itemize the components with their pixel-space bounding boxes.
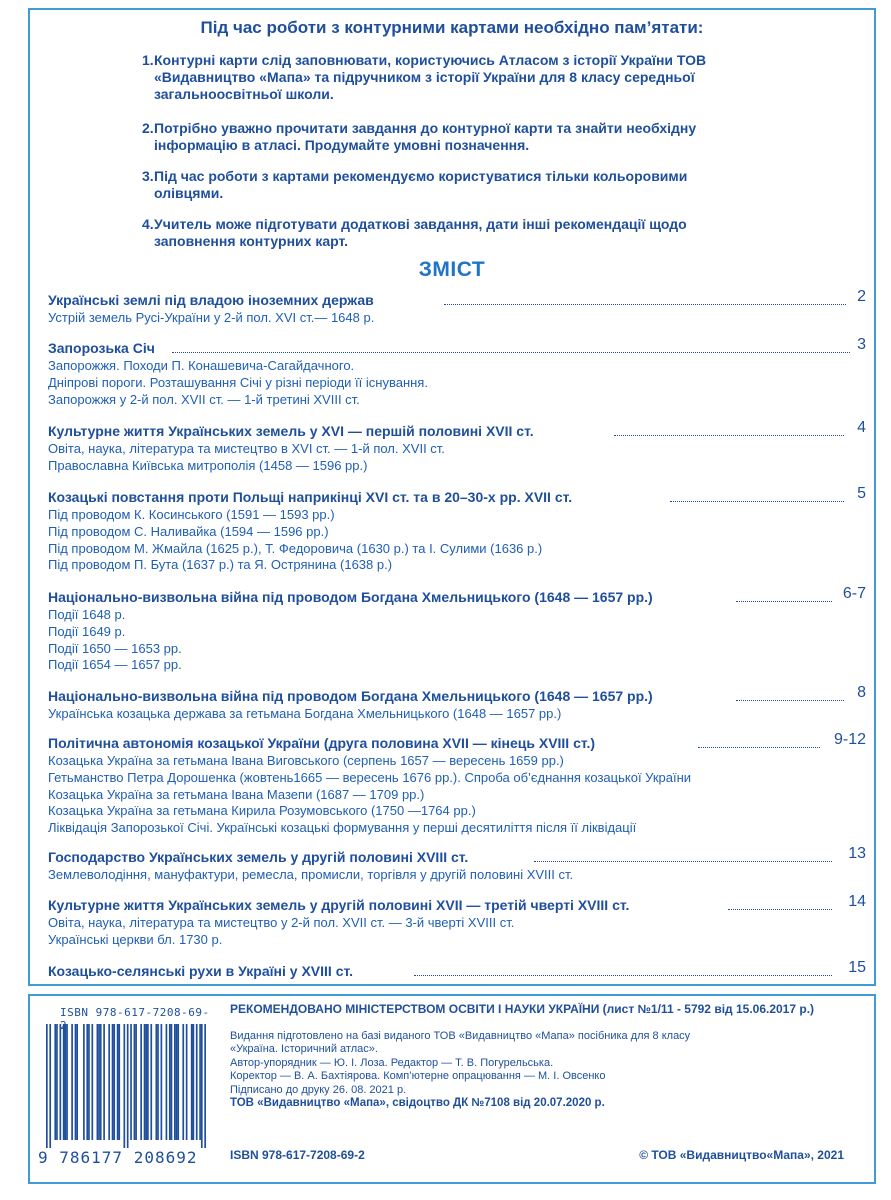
toc-subitem: Події 1650 — 1653 рр. xyxy=(48,640,182,656)
publication-info xyxy=(230,1030,690,1110)
toc-subitem: Запорожжя. Походи П. Конашевича-Сагайдачного. xyxy=(48,358,355,373)
barcode-digits: 9 786177 208692 xyxy=(38,1148,198,1167)
toc-subitem: Козацька Україна за гетьмана Кирила Розумовського (1750 —1764 рр.) xyxy=(48,803,476,819)
publisher-line: ТОВ «Видавництво «Мапа», свідоцтво ДК №7108 від 20.07.2020 р. xyxy=(230,1097,605,1110)
toc-subitem: Українська козацька держава за гетьмана Богдана Хмельницького (1648 — 1657 рр.) xyxy=(48,706,562,721)
toc-section-title[interactable]: Козацько-селянські рухи в Україні у XVIII ст. xyxy=(48,963,353,979)
rule-3 xyxy=(142,168,842,202)
toc-page-number: 2 xyxy=(857,288,866,305)
isbn-top: ISBN 978-617-7208-69- xyxy=(60,1006,210,1019)
toc-leader-dots xyxy=(414,975,832,976)
rule-number: 4. xyxy=(142,216,154,232)
toc-subitem: Козацька Україна за гетьмана Івана Виговського (серпень 1657 — вересень 1659 рр.) xyxy=(48,753,564,768)
toc-page-number: 8 xyxy=(857,684,866,701)
publication-line: Підписано до друку 26. 08. 2021 р. xyxy=(230,1083,407,1096)
rule-1 xyxy=(142,52,842,103)
rule-number: 1. xyxy=(142,52,154,68)
toc-leader-dots xyxy=(670,501,844,502)
toc-section-title[interactable]: Національно-визвольна війна під проводом Богдана Хмельницького (1648 — 1657 рр.) xyxy=(48,589,653,605)
toc-section-title[interactable]: Господарство Українських земель у другій половині XVIII ст. xyxy=(48,849,469,865)
publication-line: Коректор — В. А. Бахтіярова. Комп’ютерне опрацювання — М. І. Овсенко xyxy=(230,1070,606,1083)
barcode-block xyxy=(36,1002,216,1168)
toc-page-number: 15 xyxy=(848,959,866,976)
toc-leader-dots xyxy=(728,909,832,910)
toc-subitem: Православна Київська митрополія (1458 — 1596 рр.) xyxy=(48,457,368,473)
toc-section-title[interactable]: Політична автономія козацької України (друга половина XVII — кінець XVIII ст.) xyxy=(48,735,596,751)
toc-subitem: Події 1654 — 1657 рр. xyxy=(48,657,182,673)
rule-line: інформацію в атласі. Продумайте умовні позначення. xyxy=(154,137,530,153)
toc-subitem: Події 1649 р. xyxy=(48,623,126,639)
rule-line: «Видавництво «Мапа» та підручником з історії України для 8 класу середньої xyxy=(154,69,695,85)
toc-section-title[interactable]: Козацькі повстання проти Польщі наприкінці XVI ст. та в 20–30-х рр. XVII ст. xyxy=(48,489,573,505)
toc-page-number: 14 xyxy=(848,893,866,910)
publication-line: Автор-упорядник — Ю. І. Лоза. Редактор — Т. В. Погурельська. xyxy=(230,1056,554,1069)
imprint-frame xyxy=(28,994,876,1184)
toc-section xyxy=(48,585,866,674)
toc-subitem: Овіта, наука, література та мистецтво у 2-й пол. XVII ст. — 3-й чверті XVIII ст. xyxy=(48,915,515,930)
toc-subitem: Устрій земель Русі-України у 2-й пол. XVI ст.— 1648 р. xyxy=(48,310,375,325)
toc-subitem: Гетьманство Петра Дорошенка (жовтень1665 — вересень 1676 рр.). Спроба об’єднання козацької України xyxy=(48,769,692,785)
isbn-bottom: ISBN 978-617-7208-69-2 xyxy=(230,1148,365,1162)
barcode-icon xyxy=(46,1024,206,1148)
toc-section-title[interactable]: Запорозька Січ xyxy=(48,340,155,356)
toc-page-number: 3 xyxy=(857,336,866,353)
toc-section-title[interactable]: Культурне життя Українських земель у XVI — першій половині XVII ст. xyxy=(48,423,534,439)
rule-line: Учитель може підготувати додаткові завдання, дати інші рекомендації щодо xyxy=(154,216,687,232)
rule-4 xyxy=(142,216,842,250)
intro-title: Під час роботи з контурними картами необхідно пам’ятати: xyxy=(200,18,704,37)
toc-page-number: 5 xyxy=(857,485,866,502)
toc-subitem: Козацька Україна за гетьмана Івана Мазепи (1687 — 1709 рр.) xyxy=(48,786,425,802)
toc-section-title[interactable]: Українські землі під владою іноземних держав xyxy=(48,292,374,308)
toc-page-number: 13 xyxy=(848,845,866,862)
copyright: © ТОВ «Видавництво«Мапа», 2021 xyxy=(639,1148,844,1162)
toc-leader-dots xyxy=(736,601,832,602)
toc-section xyxy=(48,419,866,475)
recommendation-line: РЕКОМЕНДОВАНО МІНІСТЕРСТВОМ ОСВІТИ І НАУКИ УКРАЇНИ (лист №1/11 - 5792 від 15.06.2017 р.) xyxy=(230,1002,815,1016)
toc-subitem: Під проводом М. Жмайла (1625 р.), Т. Федоровича (1630 р.) та І. Сулими (1636 р.) xyxy=(48,540,543,556)
toc-section xyxy=(48,684,866,723)
rule-number: 3. xyxy=(142,168,154,184)
toc-section xyxy=(48,336,866,408)
toc-section xyxy=(48,893,866,949)
toc-subitem: Під проводом К. Косинського (1591 — 1593 рр.) xyxy=(48,507,335,522)
toc-subitem: Під проводом С. Наливайка (1594 — 1596 рр.) xyxy=(48,523,329,539)
toc-subitem: Запорожжя у 2-й пол. XVII ст. — 1-й третині XVIII ст. xyxy=(48,391,360,407)
toc-leader-dots xyxy=(534,861,832,862)
rule-line: Контурні карти слід заповнювати, користуючись Атласом з історії України ТОВ xyxy=(154,52,707,68)
rule-line: заповнення контурних карт. xyxy=(154,233,348,249)
toc-section-title[interactable]: Культурне життя Українських земель у другій половині XVII — третій чверті XVIII ст. xyxy=(48,897,630,913)
toc-subitem: Українські церкви бл. 1730 р. xyxy=(48,931,223,947)
rule-number: 2. xyxy=(142,120,154,136)
toc-page-number: 9-12 xyxy=(833,731,866,748)
rule-line: олівцями. xyxy=(154,185,224,201)
rule-line: Потрібно уважно прочитати завдання до контурної карти та знайти необхідну xyxy=(154,120,697,136)
toc-subitem: Події 1648 р. xyxy=(48,607,126,622)
rule-line: Під час роботи з картами рекомендуємо користуватися тільки кольоровими xyxy=(154,168,688,184)
rule-line: загальноосвітньої школи. xyxy=(154,86,334,102)
toc-subitem: Під проводом П. Бута (1637 р.) та Я. Острянина (1638 р.) xyxy=(48,557,393,573)
toc-section xyxy=(48,731,866,837)
main-frame xyxy=(28,8,876,986)
toc-page-number: 4 xyxy=(857,419,866,436)
toc-leader-dots xyxy=(698,747,820,748)
toc-section xyxy=(48,959,866,981)
toc-section xyxy=(48,288,866,327)
toc-subitem: Дніпрові пороги. Розташування Січі у різні періоди її існування. xyxy=(48,374,428,390)
publication-line: Видання підготовлено на базі виданого ТОВ «Видавництво «Мапа» посібника для 8 класу xyxy=(230,1030,691,1042)
toc-leader-dots xyxy=(614,435,844,436)
toc-leader-dots xyxy=(172,352,850,353)
toc-leader-dots xyxy=(736,700,844,701)
toc-subitem: Овіта, наука, література та мистецтво в XVI ст. — 1-й пол. XVII ст. xyxy=(48,441,445,456)
toc-subitem: Землеволодіння, мануфактури, ремесла, промисли, торгівля у другій половині XVIII ст. xyxy=(48,867,574,882)
toc-section-title[interactable]: Національно-визвольна війна під проводом Богдана Хмельницького (1648 — 1657 рр.) xyxy=(48,688,653,704)
rule-2 xyxy=(142,120,842,154)
contents-title: ЗМІСТ xyxy=(418,258,486,281)
toc-subitem: Ліквідація Запорозької Січі. Українські козацькі формування у перші десятиліття після її ліквідації xyxy=(48,820,637,836)
toc-page-number: 6-7 xyxy=(842,585,866,602)
publication-line: «Україна. Історичний атлас». xyxy=(230,1043,378,1056)
toc-leader-dots xyxy=(444,304,846,305)
toc-section xyxy=(48,845,866,884)
toc-section xyxy=(48,485,866,574)
